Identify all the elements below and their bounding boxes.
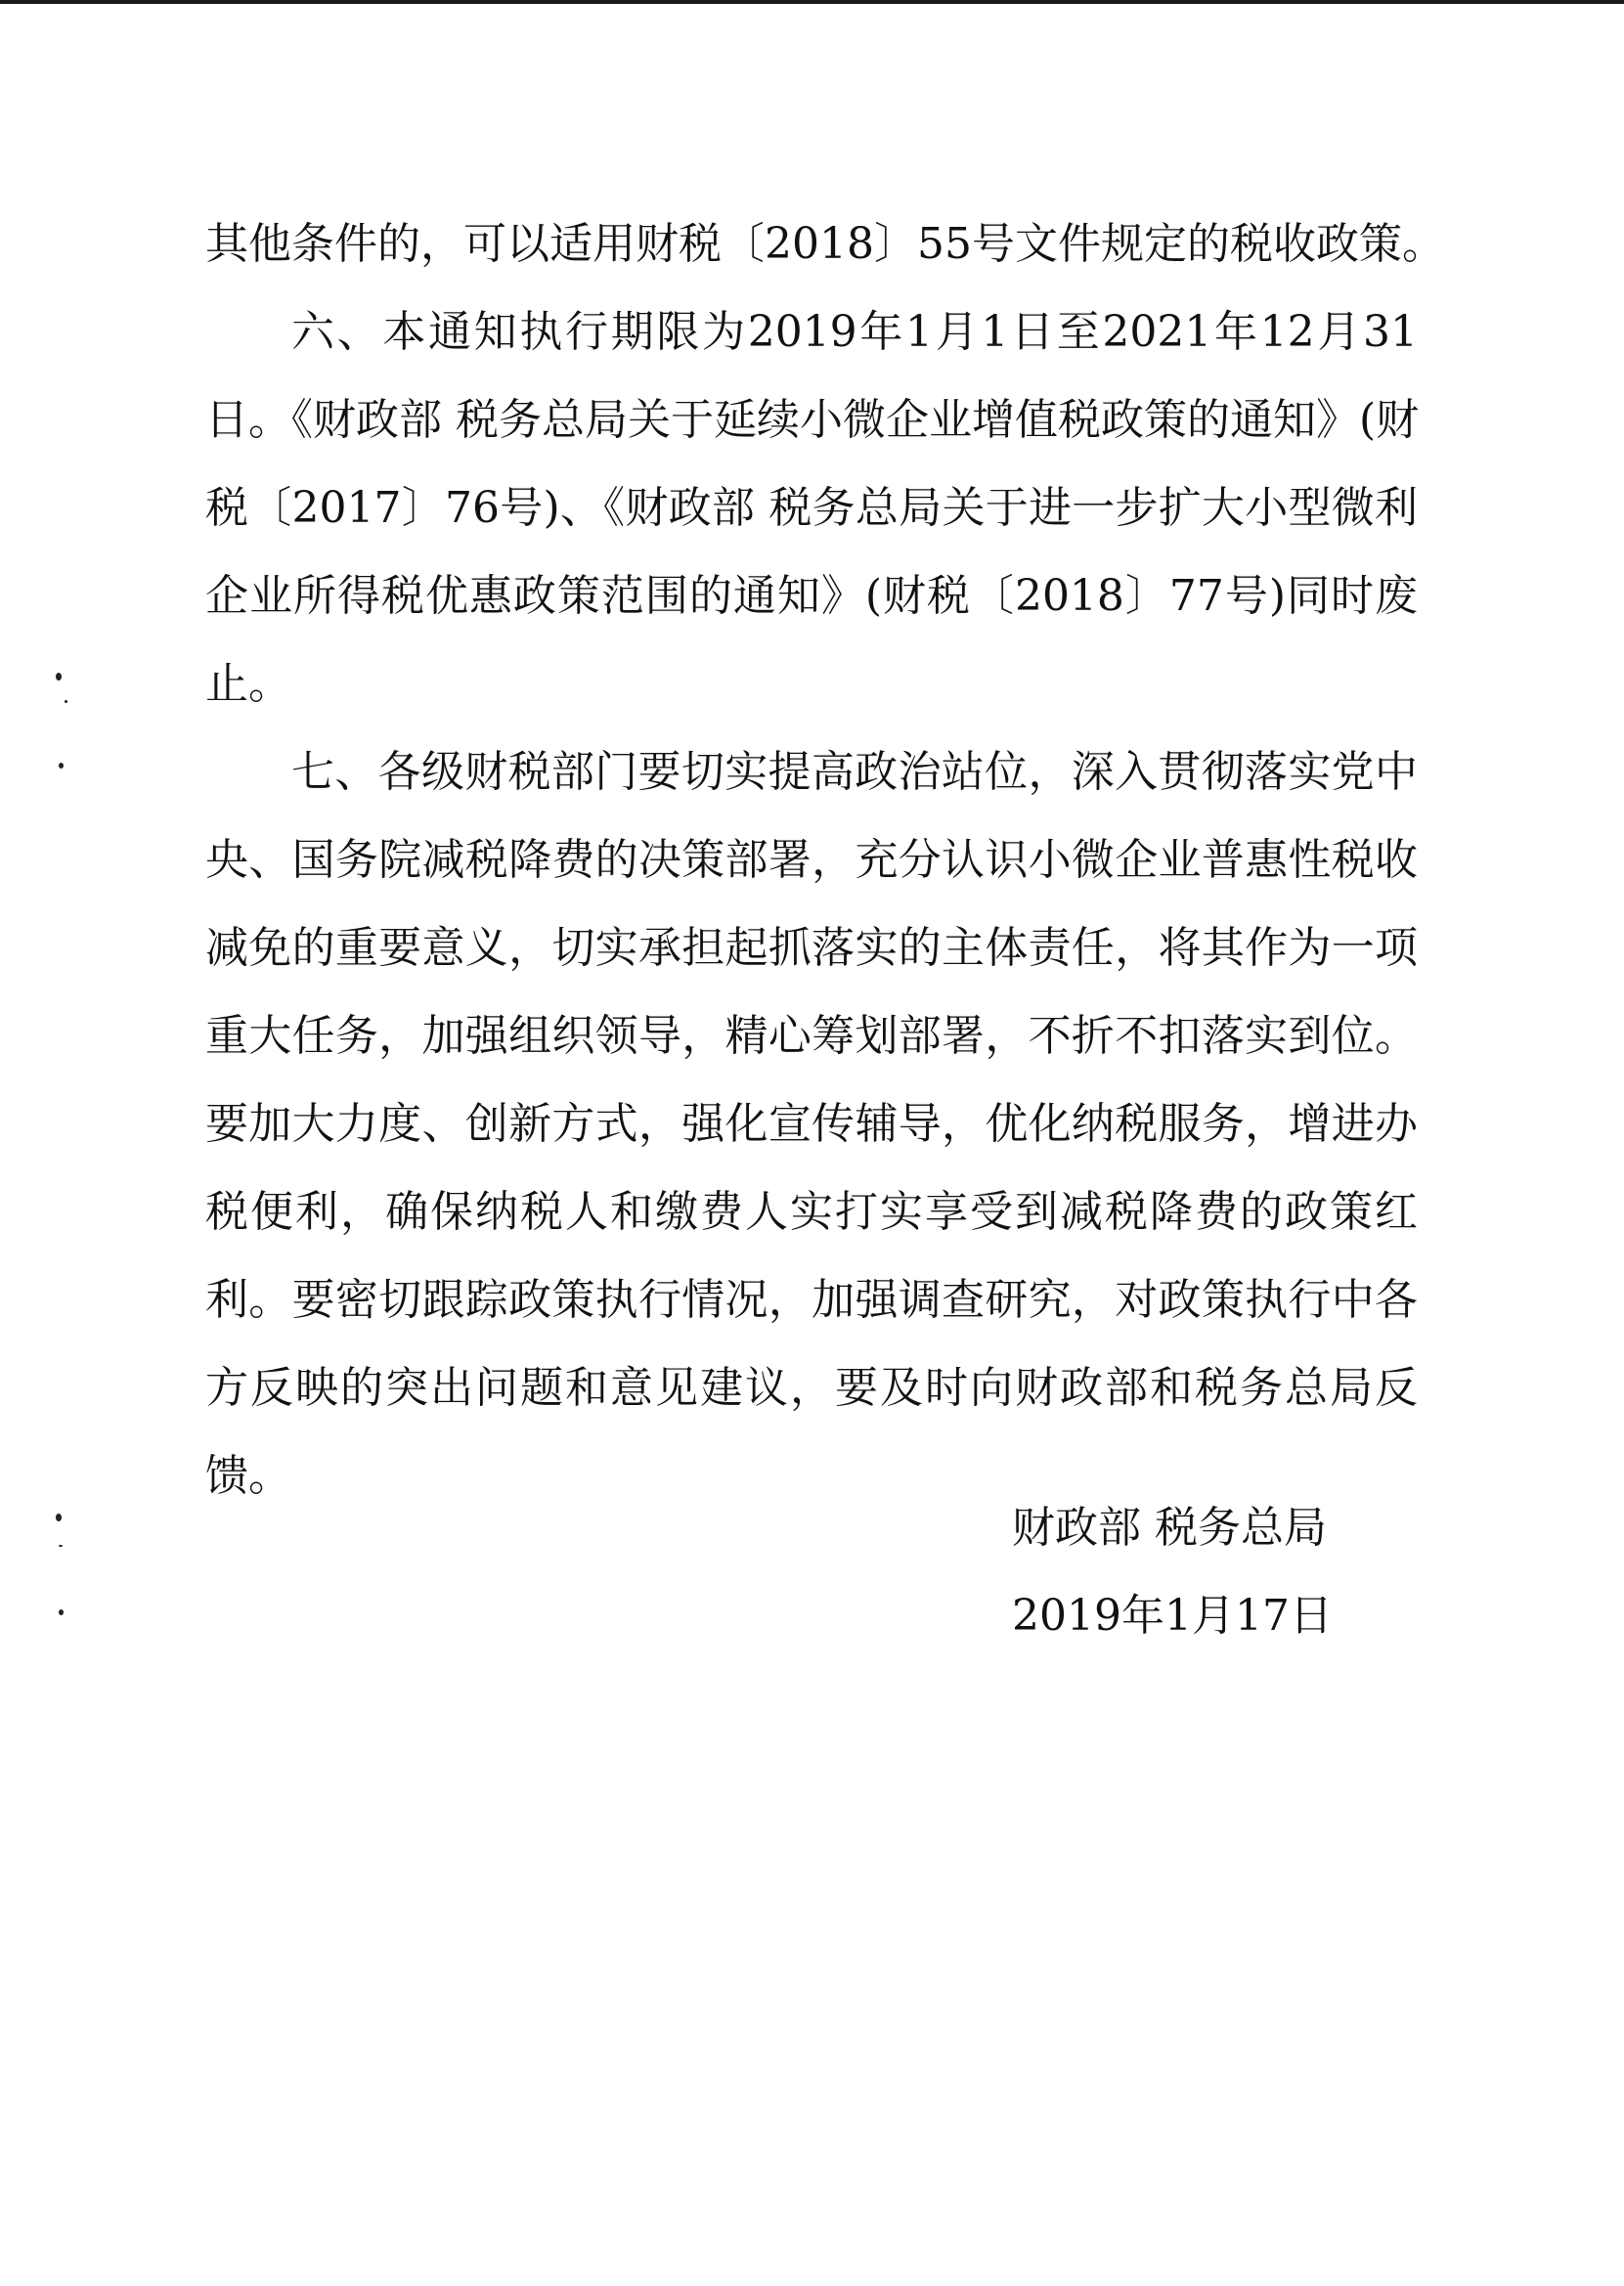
scan-mark xyxy=(65,700,67,703)
signature-issuer: 财政部 税务总局 xyxy=(1012,1503,1327,1553)
paragraph-6-line-1: 六、本通知执行期限为2019年1月1日至2021年12月31 xyxy=(291,307,1418,357)
paragraph-7-line-5: 要加大力度、创新方式，强化宣传辅导，优化纳税服务，增进办 xyxy=(205,1099,1418,1149)
paragraph-6-line-4: 企业所得税优惠政策范围的通知》(财税〔2018〕77号)同时废 xyxy=(205,571,1418,621)
paragraph-7-line-6: 税便利，确保纳税人和缴费人实打实享受到减税降费的政策红 xyxy=(205,1187,1418,1237)
paragraph-7-line-9: 馈。 xyxy=(205,1451,291,1501)
paragraph-7-line-2: 央、国务院减税降费的决策部署，充分认识小微企业普惠性税收 xyxy=(205,835,1418,885)
scan-mark xyxy=(56,673,62,681)
paragraph-7-line-8: 方反映的突出问题和意见建议，要及时向财政部和税务总局反 xyxy=(205,1363,1418,1413)
paragraph-7-line-1: 七、各级财税部门要切实提高政治站位，深入贯彻落实党中 xyxy=(291,747,1418,797)
signature-date: 2019年1月17日 xyxy=(1012,1591,1333,1641)
paragraph-7-line-4: 重大任务，加强组织领导，精心筹划部署，不折不扣落实到位。 xyxy=(205,1011,1418,1061)
scan-edge-top xyxy=(0,0,1624,4)
scan-mark xyxy=(59,1609,64,1615)
scan-mark xyxy=(59,1545,63,1547)
paragraph-6-line-2: 日。《财政部 税务总局关于延续小微企业增值税政策的通知》(财 xyxy=(205,395,1420,445)
paragraph-6-line-5: 止。 xyxy=(205,659,291,709)
scan-mark xyxy=(56,1514,62,1521)
paragraph-6-line-3: 税〔2017〕76号)、《财政部 税务总局关于进一步扩大小型微利 xyxy=(205,483,1418,533)
paragraph-7-line-7: 利。要密切跟踪政策执行情况，加强调查研究，对政策执行中各 xyxy=(205,1275,1418,1325)
scan-mark xyxy=(59,763,64,769)
paragraph-continuation-line-1: 其他条件的，可以适用财税〔2018〕55号文件规定的税收政策。 xyxy=(205,219,1445,269)
paragraph-7-line-3: 减免的重要意义，切实承担起抓落实的主体责任，将其作为一项 xyxy=(205,923,1418,973)
